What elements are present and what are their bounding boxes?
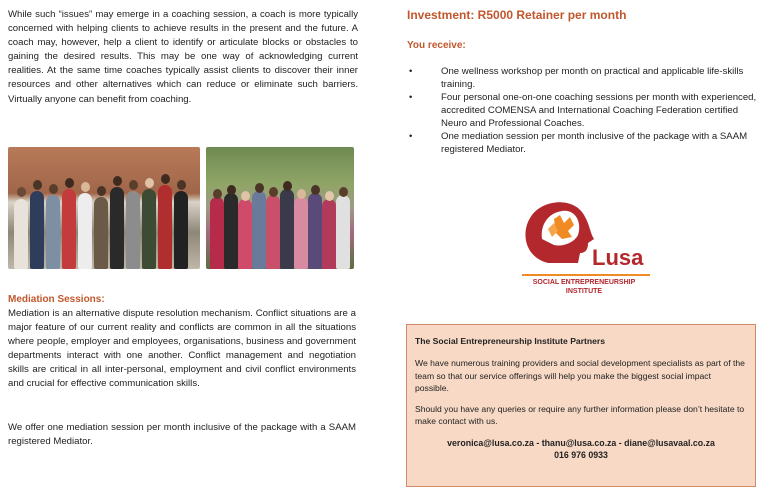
bullet-icon: • xyxy=(409,66,413,77)
mediation-paragraph: Mediation is an alternative dispute resolution mechanism. Conflict situations are a major feature of our current reality and conflicts are common in all the situations where people, employer and employees, organisations, business and government departments interact with one another. Conflict management and negotiation skills are critical in all inter-personal, employment and civil conflict environments and crucial for effective communication skills. xyxy=(8,308,356,390)
contact-details xyxy=(415,437,747,462)
group-photo-outdoor xyxy=(206,147,354,269)
partners-title: The Social Entrepreneurship Institute Partners xyxy=(415,336,606,346)
contact-phone[interactable]: 016 976 0933 xyxy=(554,450,608,461)
intro-section xyxy=(8,8,358,107)
list-item: • One wellness workshop per month on practical and applicable life-skills training. xyxy=(409,66,744,90)
logo-wordmark: Lusa xyxy=(592,245,644,270)
bullet-icon: • xyxy=(409,131,413,142)
mediation-offer-paragraph: We offer one mediation session per month inclusive of the package with a SAAM registered Mediator. xyxy=(8,422,356,448)
contact-emails[interactable]: veronica@lusa.co.za - thanu@lusa.co.za - diane@lusavaal.co.za xyxy=(447,437,715,448)
list-item: • One mediation session per month inclusive of the package with a SAAM registered Mediator. xyxy=(409,131,748,155)
mediation-heading: Mediation Sessions: xyxy=(8,294,105,305)
list-item: • Four personal one-on-one coaching sessions per month with experienced, accredited COMENSA and International Coaching Federation certified Neuro and Professional Coaches. xyxy=(409,92,757,129)
photo-strip xyxy=(8,147,354,269)
mediation-offer-section xyxy=(8,421,356,449)
partners-paragraph: We have numerous training providers and social development specialists as part of the team so that our service offerings will help you make the biggest social impact possible. xyxy=(415,358,745,393)
group-photo-indoor xyxy=(8,147,200,269)
logo-tagline: SOCIAL ENTREPRENEURSHIP INSTITUTE xyxy=(532,279,636,295)
investment-section xyxy=(407,8,759,156)
receive-heading: You receive: xyxy=(407,40,466,51)
logo-divider xyxy=(522,274,650,276)
intro-paragraph: While such “issues” may emerge in a coaching session, a coach is more typically concerned with helping clients to achieve results in the present and the future. A coach may, however, help a client to identify or articulate blocks or obstacles to gaining the desired results. This may be one way of acknowledging current realities. At the same time coaches typically assist clients to discover their inner resources and other alternatives which can reduce or eliminate such barriers. Virtually anyone can benefit from coaching. xyxy=(8,9,358,105)
partners-box xyxy=(406,324,756,487)
lusa-logo xyxy=(518,193,650,301)
contact-paragraph: Should you have any queries or require any further information please don’t hesitate to make contact with us. xyxy=(415,404,745,427)
mediation-section xyxy=(8,307,356,392)
benefits-list xyxy=(407,65,759,156)
bullet-icon: • xyxy=(409,92,413,103)
investment-heading: Investment: R5000 Retainer per month xyxy=(407,8,627,22)
